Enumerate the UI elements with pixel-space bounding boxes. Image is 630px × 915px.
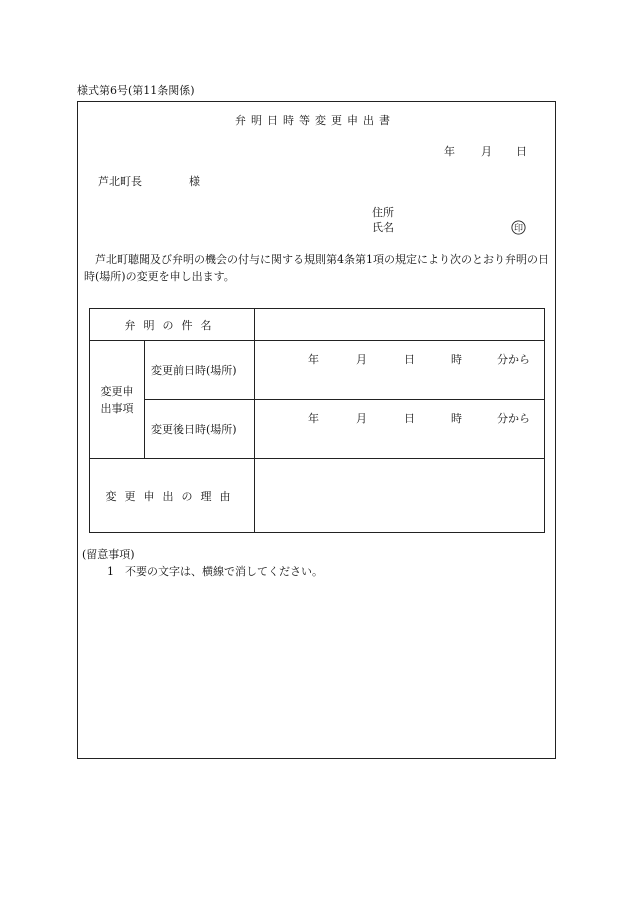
before-year-unit: 年	[308, 353, 319, 366]
date-year-label: 年	[444, 145, 455, 158]
date-month-label: 月	[481, 145, 492, 158]
addressee-honorific: 様	[189, 175, 200, 188]
address-label: 住所	[372, 206, 394, 219]
application-table	[89, 308, 545, 533]
body-text: 芦北町聴聞及び弁明の機会の付与に関する規則第4条第1項の規定により次のとおり弁明の日時(場所)の変更を申し出ます。	[84, 253, 549, 283]
form-number: 様式第6号(第11条関係)	[77, 84, 195, 97]
case-name-field[interactable]	[255, 309, 545, 341]
before-datetime-field[interactable]	[255, 341, 545, 400]
after-day-unit: 日	[404, 412, 415, 425]
note-item: 1 不要の文字は、横線で消してください。	[107, 565, 323, 578]
notes-heading: (留意事項)	[82, 548, 135, 561]
after-year-unit: 年	[308, 412, 319, 425]
before-month-unit: 月	[356, 353, 367, 366]
after-datetime-field[interactable]	[255, 400, 545, 459]
after-month-unit: 月	[356, 412, 367, 425]
addressee-name: 芦北町長	[98, 175, 142, 188]
before-day-unit: 日	[404, 353, 415, 366]
name-label: 氏名	[372, 221, 394, 234]
reason-field[interactable]	[255, 459, 545, 533]
change-items-label	[90, 341, 145, 459]
reason-label: 変更申出の理由	[90, 459, 255, 533]
case-name-label: 弁明の件名	[90, 309, 255, 341]
after-minute-unit: 分から	[497, 412, 530, 425]
change-items-text: 変更申出事項	[100, 384, 134, 415]
after-hour-unit: 時	[451, 412, 462, 425]
before-hour-unit: 時	[451, 353, 462, 366]
before-datetime-label: 変更前日時(場所)	[145, 341, 255, 400]
after-datetime-label: 変更後日時(場所)	[145, 400, 255, 459]
date-day-label: 日	[516, 145, 527, 158]
seal-icon	[511, 220, 526, 235]
document-title: 弁明日時等変更申出書	[235, 114, 395, 127]
seal-text: 印	[513, 224, 524, 234]
before-minute-unit: 分から	[497, 353, 530, 366]
